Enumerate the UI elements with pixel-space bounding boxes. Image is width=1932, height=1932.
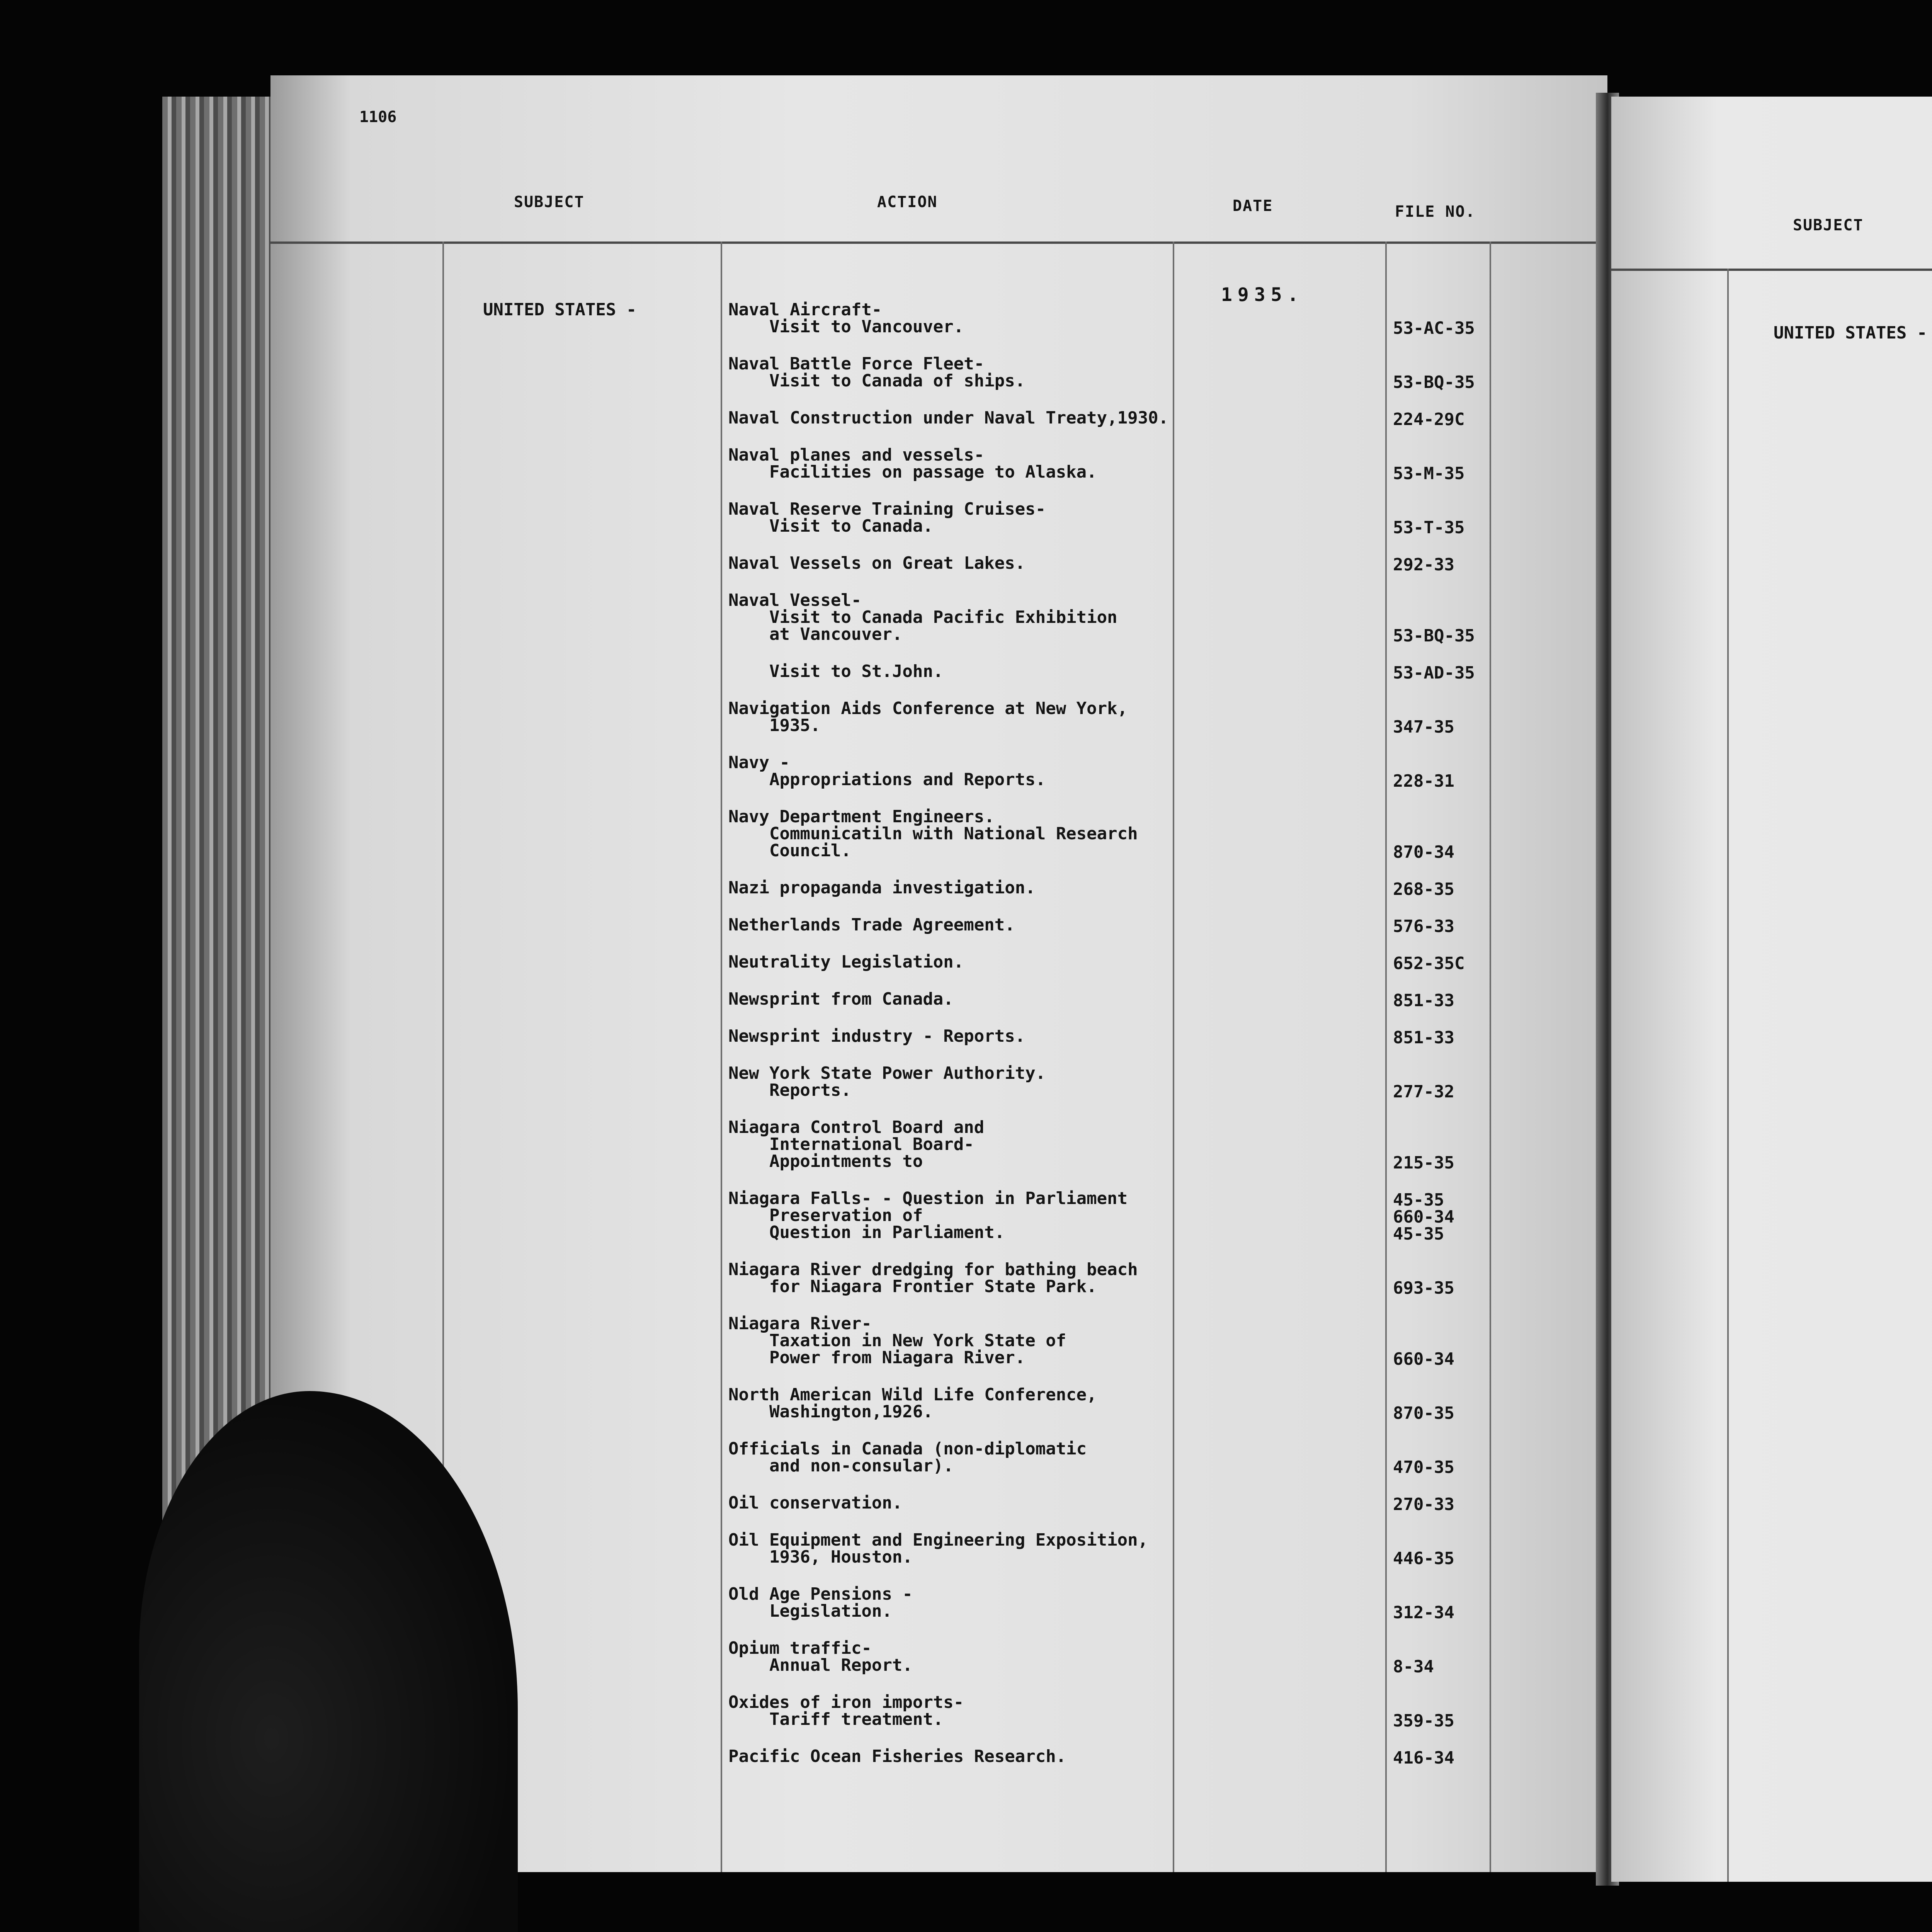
entry-action: Naval Aircraft- Visit to Vancouver. xyxy=(728,300,964,337)
entry-action: Navigation Aids Conference at New York, 1935. xyxy=(728,699,1128,735)
entry-action: Niagara Control Board and International Board- Appointments to xyxy=(728,1117,985,1171)
entry-action: North American Wild Life Conference, Washington,1926. xyxy=(728,1385,1097,1422)
column-rule xyxy=(721,242,722,1872)
entry-action: Newsprint industry - Reports. xyxy=(728,1026,1026,1046)
entry-file-number: 576-33 xyxy=(1393,917,1454,936)
subject-heading: UNITED STATES - xyxy=(1774,323,1927,343)
entry-action: Nazi propaganda investigation. xyxy=(728,878,1036,898)
header-rule xyxy=(270,242,1607,244)
entry-action: Oil Equipment and Engineering Exposition, 1936, Houston. xyxy=(728,1530,1148,1567)
entry-file-number: 312-34 xyxy=(1393,1603,1454,1622)
entry-file-number: 268-35 xyxy=(1393,879,1454,899)
entry-file-number: 446-35 xyxy=(1393,1549,1454,1568)
year-label: 1935. xyxy=(1221,284,1304,306)
entry-action: Naval Vessels on Great Lakes. xyxy=(728,553,1026,573)
entry-file-number: 8-34 xyxy=(1393,1657,1434,1677)
entry-file-number: 693-35 xyxy=(1393,1278,1454,1298)
entry-action: Visit to St.John. xyxy=(728,662,944,681)
entry-file-number: 228-31 xyxy=(1393,771,1454,791)
entry-file-number: 292-33 xyxy=(1393,555,1454,575)
header-file-no: FILE NO. xyxy=(1395,203,1476,221)
column-rule xyxy=(1727,269,1729,1882)
entry-action: Newsprint from Canada. xyxy=(728,989,954,1009)
right-page xyxy=(1611,97,1932,1882)
page-number: 1106 xyxy=(359,108,397,126)
entry-file-number: 53-T-35 xyxy=(1393,518,1465,537)
entry-file-number: 45-35 660-34 45-35 xyxy=(1393,1190,1454,1244)
column-rule xyxy=(1385,242,1387,1872)
entry-action: Naval planes and vessels- Facilities on passage to Alaska. xyxy=(728,445,1097,482)
entry-action: Oil conservation. xyxy=(728,1493,903,1513)
header-action: ACTION xyxy=(877,193,938,211)
entry-file-number: 53-AD-35 xyxy=(1393,663,1475,683)
entry-file-number: 53-BQ-35 xyxy=(1393,372,1475,392)
entry-action: Netherlands Trade Agreement. xyxy=(728,915,1015,935)
entry-file-number: 851-33 xyxy=(1393,991,1454,1010)
entry-action: Niagara Falls- - Question in Parliament Preservation of Question in Parliament. xyxy=(728,1189,1128,1242)
entry-file-number: 660-34 xyxy=(1393,1349,1454,1369)
entry-action: Naval Construction under Naval Treaty,1930. xyxy=(728,408,1169,428)
entry-action: Opium traffic- Annual Report. xyxy=(728,1638,913,1675)
entry-action: Neutrality Legislation. xyxy=(728,952,964,972)
entry-file-number: 53-M-35 xyxy=(1393,464,1465,483)
entry-file-number: 652-35C xyxy=(1393,954,1465,973)
column-rule xyxy=(1173,242,1174,1872)
header-rule xyxy=(1611,269,1932,271)
entry-file-number: 277-32 xyxy=(1393,1082,1454,1102)
entry-action: Naval Reserve Training Cruises- Visit to Canada. xyxy=(728,499,1046,536)
entry-action: Oxides of iron imports- Tariff treatment. xyxy=(728,1692,964,1729)
entry-file-number: 215-35 xyxy=(1393,1153,1454,1173)
entry-action: Naval Battle Force Fleet- Visit to Canada of ships. xyxy=(728,354,1026,391)
entry-action: Navy Department Engineers. Communicatiln with National Research Council. xyxy=(728,807,1138,861)
entry-file-number: 359-35 xyxy=(1393,1711,1454,1731)
header-subject: SUBJECT xyxy=(514,193,585,211)
entry-action: Naval Vessel- Visit to Canada Pacific Exhibition at Vancouver. xyxy=(728,590,1117,644)
entry-file-number: 870-34 xyxy=(1393,842,1454,862)
entry-file-number: 470-35 xyxy=(1393,1458,1454,1477)
entry-action: Niagara River- Taxation in New York State of Power from Niagara River. xyxy=(728,1314,1066,1367)
subject-heading: UNITED STATES - xyxy=(483,300,637,320)
entry-action: Pacific Ocean Fisheries Research. xyxy=(728,1747,1066,1766)
entry-action: Old Age Pensions - Legislation. xyxy=(728,1584,913,1621)
entry-action: New York State Power Authority. Reports. xyxy=(728,1063,1046,1100)
entry-file-number: 347-35 xyxy=(1393,717,1454,737)
header-date: DATE xyxy=(1233,197,1273,215)
entry-file-number: 270-33 xyxy=(1393,1495,1454,1514)
header-subject: SUBJECT xyxy=(1793,216,1864,234)
entry-file-number: 851-33 xyxy=(1393,1028,1454,1048)
entry-action: Officials in Canada (non-diplomatic and non-consular). xyxy=(728,1439,1087,1476)
entry-file-number: 53-BQ-35 xyxy=(1393,626,1475,646)
entry-action: Navy - Appropriations and Reports. xyxy=(728,753,1046,789)
entry-file-number: 53-AC-35 xyxy=(1393,318,1475,338)
entry-file-number: 870-35 xyxy=(1393,1403,1454,1423)
entry-file-number: 416-34 xyxy=(1393,1748,1454,1768)
entry-action: Niagara River dredging for bathing beach for Niagara Frontier State Park. xyxy=(728,1260,1138,1296)
column-rule xyxy=(1490,242,1491,1872)
entry-file-number: 224-29C xyxy=(1393,410,1465,429)
